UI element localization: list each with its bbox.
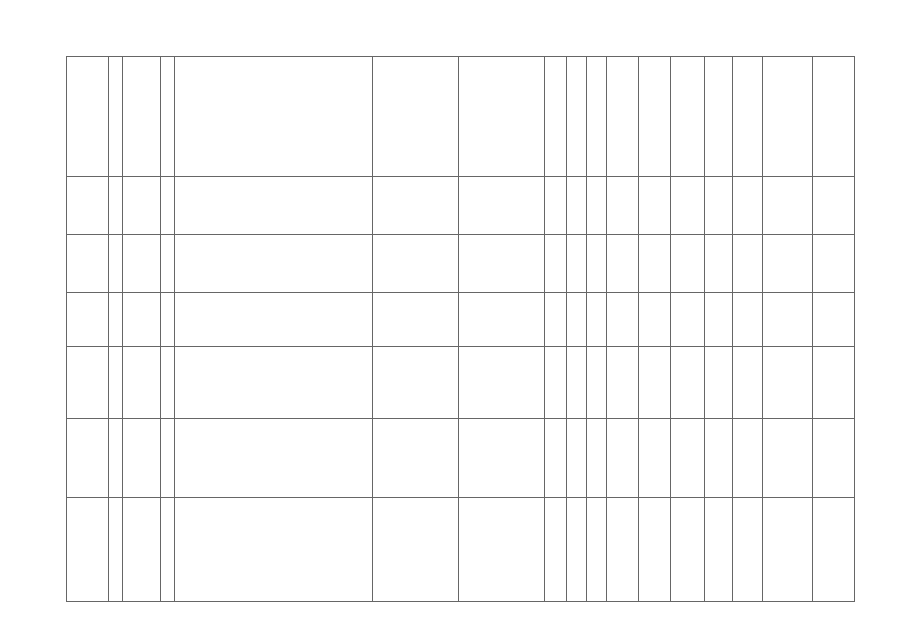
table-cell: [705, 235, 733, 293]
table-cell: [373, 347, 459, 419]
table-cell: [109, 177, 123, 235]
table-cell: [567, 347, 587, 419]
table-row: [67, 177, 855, 235]
table-cell: [813, 57, 855, 177]
table-cell: [813, 293, 855, 347]
table-cell: [733, 293, 763, 347]
table-cell: [671, 177, 705, 235]
table-cell: [567, 177, 587, 235]
table-cell: [639, 498, 671, 602]
table-cell: [175, 347, 373, 419]
table-cell: [123, 57, 161, 177]
table-cell: [161, 347, 175, 419]
table-cell: [161, 177, 175, 235]
table-cell: [587, 177, 607, 235]
table-cell: [607, 57, 639, 177]
table-cell: [733, 235, 763, 293]
table-cell: [587, 57, 607, 177]
table-cell: [705, 177, 733, 235]
table-cell: [123, 419, 161, 498]
table-cell: [175, 498, 373, 602]
table-cell: [763, 235, 813, 293]
table-cell: [67, 498, 109, 602]
table-cell: [567, 293, 587, 347]
table-cell: [607, 235, 639, 293]
table-cell: [373, 498, 459, 602]
table-cell: [123, 498, 161, 602]
table-cell: [373, 419, 459, 498]
table-cell: [639, 235, 671, 293]
table-cell: [67, 57, 109, 177]
table-cell: [705, 419, 733, 498]
table-cell: [67, 419, 109, 498]
table-cell: [459, 235, 545, 293]
table-cell: [705, 293, 733, 347]
table-cell: [587, 498, 607, 602]
table-cell: [763, 419, 813, 498]
table-cell: [459, 293, 545, 347]
table-cell: [607, 293, 639, 347]
table-cell: [373, 57, 459, 177]
table-cell: [161, 57, 175, 177]
table-cell: [545, 347, 567, 419]
table-cell: [459, 57, 545, 177]
table-cell: [545, 57, 567, 177]
table-cell: [373, 177, 459, 235]
table-cell: [67, 293, 109, 347]
table-cell: [161, 235, 175, 293]
table-cell: [607, 498, 639, 602]
table-cell: [813, 347, 855, 419]
table-cell: [671, 293, 705, 347]
table-cell: [175, 177, 373, 235]
table-cell: [545, 177, 567, 235]
table-cell: [175, 293, 373, 347]
table-row: [67, 293, 855, 347]
table-cell: [123, 177, 161, 235]
table-cell: [671, 235, 705, 293]
table-cell: [763, 293, 813, 347]
table-cell: [733, 419, 763, 498]
table-cell: [705, 498, 733, 602]
table-cell: [587, 347, 607, 419]
table-cell: [109, 293, 123, 347]
table-cell: [545, 498, 567, 602]
table-cell: [763, 347, 813, 419]
table-cell: [109, 235, 123, 293]
table-cell: [109, 498, 123, 602]
table-cell: [813, 235, 855, 293]
table-cell: [639, 419, 671, 498]
table-cell: [109, 347, 123, 419]
table-cell: [459, 177, 545, 235]
table-cell: [733, 57, 763, 177]
table-cell: [161, 293, 175, 347]
table-row: [67, 235, 855, 293]
table-cell: [733, 347, 763, 419]
table-cell: [545, 293, 567, 347]
table-cell: [733, 498, 763, 602]
table-cell: [175, 419, 373, 498]
table-cell: [587, 293, 607, 347]
table-cell: [763, 498, 813, 602]
table-cell: [175, 57, 373, 177]
table-cell: [607, 419, 639, 498]
table-cell: [67, 235, 109, 293]
table-cell: [161, 498, 175, 602]
table-cell: [545, 235, 567, 293]
table-cell: [763, 57, 813, 177]
table-cell: [123, 235, 161, 293]
table-cell: [567, 498, 587, 602]
table-cell: [545, 419, 567, 498]
table-cell: [813, 177, 855, 235]
table-row: [67, 419, 855, 498]
table-cell: [671, 57, 705, 177]
table-cell: [587, 235, 607, 293]
table-row: [67, 498, 855, 602]
table-cell: [671, 498, 705, 602]
table-cell: [671, 419, 705, 498]
register-sheet: [66, 56, 854, 601]
table-cell: [567, 57, 587, 177]
register-table: [66, 56, 855, 602]
table-cell: [67, 177, 109, 235]
table-cell: [161, 419, 175, 498]
table-cell: [639, 293, 671, 347]
table-cell: [763, 177, 813, 235]
table-cell: [639, 57, 671, 177]
table-row: [67, 347, 855, 419]
table-cell: [705, 347, 733, 419]
table-cell: [175, 235, 373, 293]
table-cell: [459, 498, 545, 602]
table-cell: [123, 293, 161, 347]
table-cell: [607, 347, 639, 419]
table-cell: [813, 419, 855, 498]
table-cell: [109, 419, 123, 498]
table-cell: [607, 177, 639, 235]
table-cell: [567, 235, 587, 293]
table-cell: [813, 498, 855, 602]
table-cell: [567, 419, 587, 498]
table-row: [67, 57, 855, 177]
table-cell: [459, 347, 545, 419]
table-cell: [587, 419, 607, 498]
table-cell: [639, 347, 671, 419]
table-cell: [109, 57, 123, 177]
table-cell: [671, 347, 705, 419]
table-cell: [705, 57, 733, 177]
table-cell: [459, 419, 545, 498]
table-cell: [639, 177, 671, 235]
table-cell: [67, 347, 109, 419]
table-cell: [373, 235, 459, 293]
table-cell: [373, 293, 459, 347]
table-cell: [123, 347, 161, 419]
table-cell: [733, 177, 763, 235]
